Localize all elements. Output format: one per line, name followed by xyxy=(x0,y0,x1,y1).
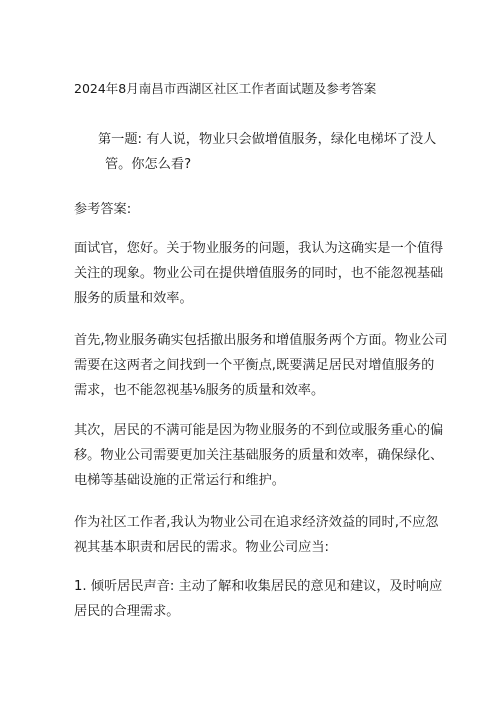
paragraph-line: 面试官，您好。关于物业服务的问题，我认为这确实是一个值得 xyxy=(74,241,444,256)
paragraph-line: 需要在这两者之间找到一个平衡点,既要满足居民对增值服务的 xyxy=(74,358,435,373)
paragraph-line: 作为社区工作者,我认为物业公司在追求经济效益的同时,不应忽 xyxy=(74,515,439,530)
paragraph-5 xyxy=(74,574,443,624)
paragraph-2 xyxy=(74,328,448,403)
paragraph-line: 移。物业公司需要更加关注基础服务的质量和效率，确保绿化、 xyxy=(74,448,444,463)
paragraph-4 xyxy=(74,510,438,560)
question-1 xyxy=(98,127,438,177)
paragraph-3 xyxy=(74,418,444,493)
paragraph-line: 视其基本职责和居民的需求。物业公司应当: xyxy=(74,540,330,555)
paragraph-line: 服务的质量和效率。 xyxy=(74,291,193,306)
paragraph-1 xyxy=(74,236,444,311)
paragraph-line: 其次，居民的不满可能是因为物业服务的不到位或服务重心的偏 xyxy=(74,423,444,438)
paragraph-line: 1. 倾听居民声音: 主动了解和收集居民的意见和建议，及时响应 xyxy=(74,579,443,594)
document-title: 2024年8月南昌市西湖区社区工作者面试题及参考答案 xyxy=(74,81,377,96)
paragraph-line: 需求，也不能忽视基⅛服务的质量和效率。 xyxy=(74,383,325,398)
paragraph-line: 首先,物业服务确实包括撤出服务和增值服务两个方面。物业公司 xyxy=(74,333,448,348)
paragraph-line: 电梯等基础设施的正常运行和维护。 xyxy=(74,473,285,488)
question-line-1: 第一题: 有人说，物业只会做增值服务，绿化电梯坏了没人 xyxy=(98,132,437,147)
paragraph-line: 居民的合理需求。 xyxy=(74,604,180,619)
paragraph-line: 关注的现象。物业公司在提供增值服务的同时，也不能忽视基础 xyxy=(74,266,444,281)
question-line-2: 管。你怎么看? xyxy=(105,157,192,172)
answer-label: 参考答案: xyxy=(74,202,132,217)
